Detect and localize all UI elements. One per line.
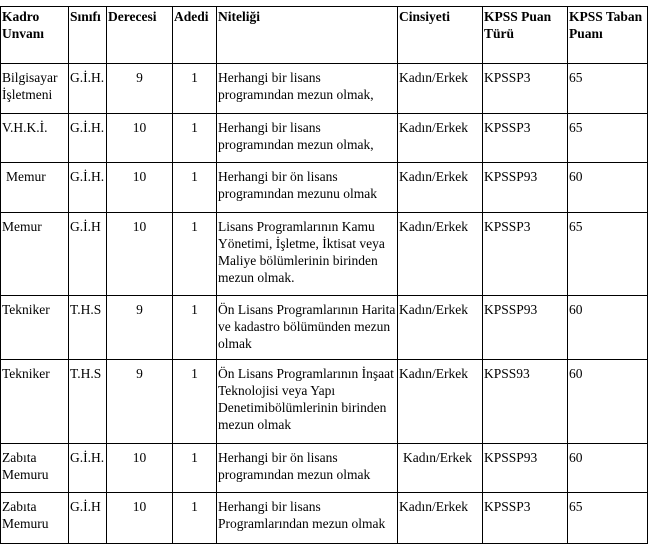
cell-cinsiyet: Kadın/Erkek [398, 493, 483, 544]
cell-cinsiyet: Kadın/Erkek [398, 360, 483, 444]
cell-adet: 1 [173, 296, 217, 360]
cell-derece: 9 [107, 360, 173, 444]
cell-nitelik: Ön Lisans Programlarının İnşaat Teknolojisi veya Yapı Denetimibölümlerinin birinden mezun olmak [217, 360, 398, 444]
cell-adet: 1 [173, 444, 217, 493]
table-row [1, 64, 648, 114]
cell-sinif: G.İ.H. [69, 114, 107, 163]
header-row [1, 7, 648, 64]
header-niteligi: Niteliği [217, 7, 398, 64]
cell-taban-puan: 65 [568, 493, 648, 544]
cell-sinif: T.H.S [69, 360, 107, 444]
cell-taban-puan: 60 [568, 163, 648, 213]
cell-puan-turu: KPSSP3 [483, 114, 568, 163]
cell-nitelik: Herhangi bir lisans Programlarından mezun olmak [217, 493, 398, 544]
header-sinifi: Sınıfı [69, 7, 107, 64]
cell-derece: 9 [107, 296, 173, 360]
cell-sinif: G.İ.H [69, 213, 107, 296]
cell-taban-puan: 60 [568, 444, 648, 493]
cell-cinsiyet: Kadın/Erkek [398, 114, 483, 163]
cell-adet: 1 [173, 360, 217, 444]
cell-cinsiyet: Kadın/Erkek [398, 444, 483, 493]
cell-derece: 10 [107, 213, 173, 296]
cell-taban-puan: 60 [568, 360, 648, 444]
table-row [1, 493, 648, 544]
cell-unvan: Tekniker [1, 296, 69, 360]
cell-derece: 10 [107, 444, 173, 493]
cell-cinsiyet: Kadın/Erkek [398, 296, 483, 360]
kadro-table [0, 6, 648, 544]
header-kpss-taban-puani: KPSS Taban Puanı [568, 7, 648, 64]
cell-derece: 9 [107, 64, 173, 114]
header-kadro-unvani: Kadro Unvanı [1, 7, 69, 64]
cell-nitelik: Herhangi bir lisans programından mezun olmak, [217, 114, 398, 163]
cell-unvan: Memur [1, 163, 69, 213]
header-derecesi: Derecesi [107, 7, 173, 64]
cell-nitelik: Herhangi bir lisans programından mezun olmak, [217, 64, 398, 114]
cell-derece: 10 [107, 163, 173, 213]
cell-cinsiyet: Kadın/Erkek [398, 213, 483, 296]
cell-taban-puan: 60 [568, 296, 648, 360]
table-row [1, 296, 648, 360]
cell-sinif: G.İ.H. [69, 163, 107, 213]
cell-unvan: Zabıta Memuru [1, 444, 69, 493]
table-row [1, 163, 648, 213]
cell-adet: 1 [173, 493, 217, 544]
header-kpss-puan-turu: KPSS Puan Türü [483, 7, 568, 64]
cell-nitelik: Herhangi bir ön lisans programından mezun olmak [217, 444, 398, 493]
cell-adet: 1 [173, 213, 217, 296]
cell-puan-turu: KPSSP93 [483, 296, 568, 360]
cell-taban-puan: 65 [568, 114, 648, 163]
table-row [1, 444, 648, 493]
cell-unvan: V.H.K.İ. [1, 114, 69, 163]
header-cinsiyeti: Cinsiyeti [398, 7, 483, 64]
table-row [1, 213, 648, 296]
cell-puan-turu: KPSSP93 [483, 444, 568, 493]
cell-unvan: Memur [1, 213, 69, 296]
cell-cinsiyet: Kadın/Erkek [398, 64, 483, 114]
cell-nitelik: Lisans Programlarının Kamu Yönetimi, İşletme, İktisat veya Maliye bölümlerinin birinden mezun olmak. [217, 213, 398, 296]
table-row [1, 360, 648, 444]
cell-derece: 10 [107, 114, 173, 163]
cell-unvan: Bilgisayar İşletmeni [1, 64, 69, 114]
cell-unvan: Tekniker [1, 360, 69, 444]
table-row [1, 114, 648, 163]
cell-taban-puan: 65 [568, 64, 648, 114]
cell-adet: 1 [173, 163, 217, 213]
header-adedi: Adedi [173, 7, 217, 64]
cell-nitelik: Ön Lisans Programlarının Harita ve kadastro bölümünden mezun olmak [217, 296, 398, 360]
cell-puan-turu: KPSSP3 [483, 493, 568, 544]
cell-cinsiyet: Kadın/Erkek [398, 163, 483, 213]
cell-adet: 1 [173, 114, 217, 163]
cell-nitelik: Herhangi bir ön lisans programından mezunu olmak [217, 163, 398, 213]
cell-sinif: T.H.S [69, 296, 107, 360]
cell-puan-turu: KPSS93 [483, 360, 568, 444]
cell-adet: 1 [173, 64, 217, 114]
cell-taban-puan: 65 [568, 213, 648, 296]
cell-puan-turu: KPSSP3 [483, 64, 568, 114]
cell-sinif: G.İ.H [69, 493, 107, 544]
cell-puan-turu: KPSSP3 [483, 213, 568, 296]
cell-unvan: Zabıta Memuru [1, 493, 69, 544]
cell-derece: 10 [107, 493, 173, 544]
cell-sinif: G.İ.H. [69, 64, 107, 114]
cell-sinif: G.İ.H. [69, 444, 107, 493]
cell-puan-turu: KPSSP93 [483, 163, 568, 213]
